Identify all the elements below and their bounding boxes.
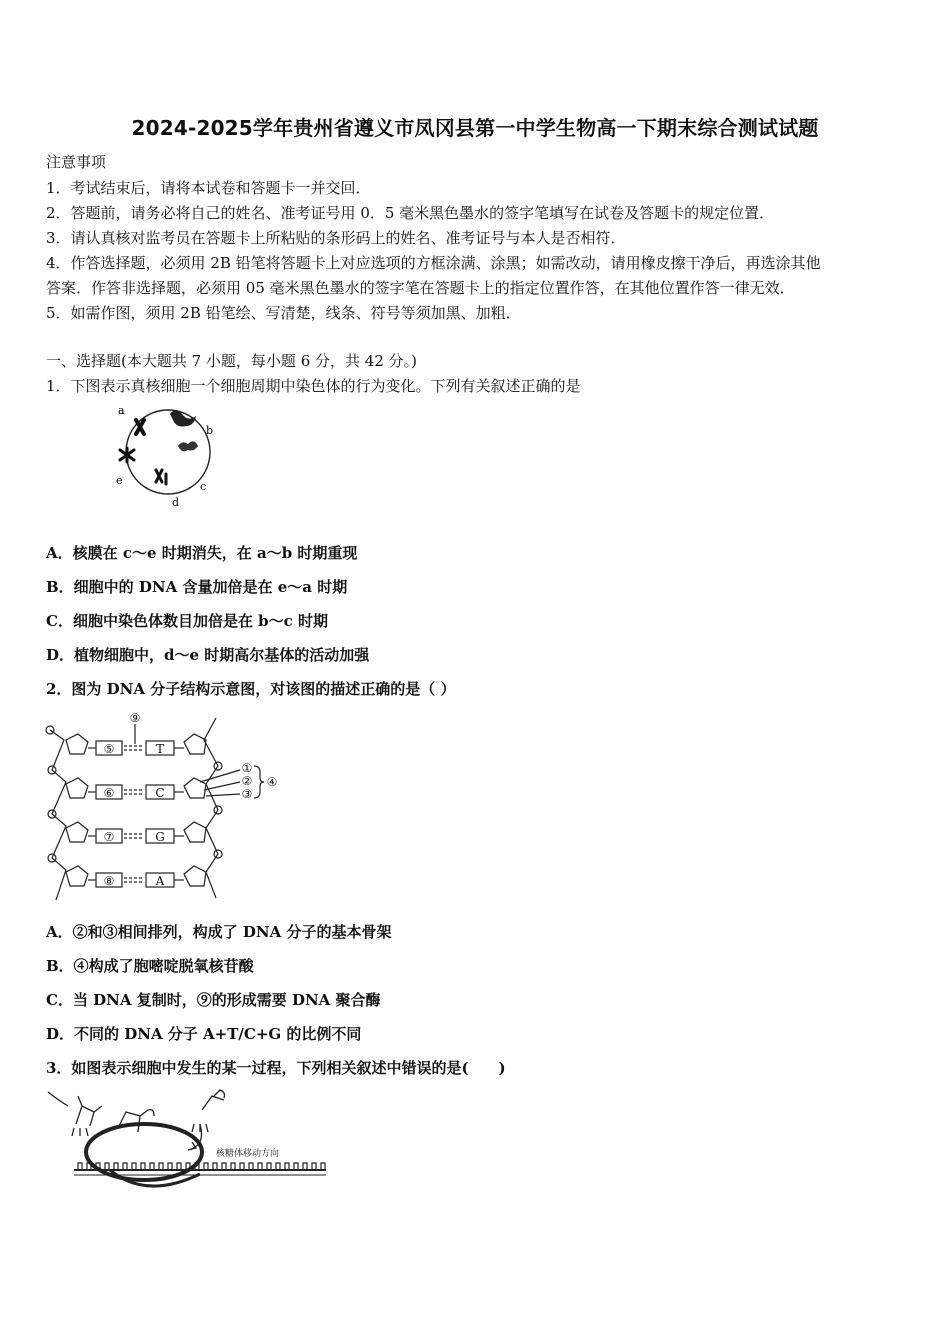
q2-option-b: B．④构成了胞嘧啶脱氧核苷酸: [46, 957, 254, 975]
q1-option-a: A．核膜在 c～e 时期消失，在 a～b 时期重现: [46, 544, 358, 562]
dna-structure-figure: [44, 710, 284, 910]
dna-label-1: ①: [241, 761, 253, 775]
figure-label-c: c: [200, 480, 207, 493]
mrna-codon-mark: [78, 1163, 82, 1170]
dna-left-label-5: ⑤: [103, 742, 115, 756]
q1-option-b: B．细胞中的 DNA 含量加倍是在 e～a 时期: [46, 578, 348, 596]
q1-option-c: C．细胞中染色体数目加倍是在 b～c 时期: [46, 612, 329, 630]
mrna-codon-mark: [285, 1163, 289, 1170]
question-2-stem: 2．图为 DNA 分子结构示意图，对该图的描述正确的是（ ）: [46, 680, 456, 698]
notice-item: 3．请认真核对监考员在答题卡上所粘贴的条形码上的姓名、准考证号与本人是否相符．: [46, 229, 626, 247]
dna-base-a: A: [155, 874, 165, 888]
notice-item: 2．答题前，请务必将自己的姓名、准考证号用 0．5 毫米黑色墨水的签字笔填写在试卷及答题卡的规定位置．: [46, 204, 775, 222]
q1-option-d: D．植物细胞中，d～e 时期高尔基体的活动加强: [46, 646, 370, 664]
figure-label-d: d: [172, 496, 180, 509]
dna-base-g: G: [155, 830, 165, 844]
notice-item: 5．如需作图，须用 2B 铅笔绘、写清楚，线条、符号等须加黑、加粗．: [46, 304, 521, 322]
notice-item: 1．考试结束后，请将本试卷和答题卡一并交回．: [46, 179, 371, 197]
notice-item: 4．作答选择题，必须用 2B 铅笔将答题卡上对应选项的方框涂满、涂黑；如需改动，请用橡皮擦干净后，再选涂其他: [46, 254, 821, 272]
notice-item: 答案．作答非选择题，必须用 05 毫米黑色墨水的签字笔在答题卡上的指定位置作答，在其他位置作答一律无效．: [46, 279, 795, 297]
cell-cycle-figure: [108, 400, 228, 512]
mrna-codon-mark: [222, 1163, 226, 1170]
mrna-codon-mark: [321, 1163, 325, 1170]
page-title: 2024-2025学年贵州省遵义市凤冈县第一中学生物高一下期末综合测试试题: [131, 116, 819, 140]
ribosome-direction-label: 核糖体移动方向: [216, 1149, 280, 1159]
mrna-codon-mark: [159, 1163, 163, 1170]
question-1-stem: 1．下图表示真核细胞一个细胞周期中染色体的行为变化。下列有关叙述正确的是: [46, 377, 581, 395]
mrna-codon-mark: [141, 1163, 145, 1170]
mrna-codon-mark: [168, 1163, 172, 1170]
mrna-codon-mark: [231, 1163, 235, 1170]
dna-left-label-8: ⑧: [103, 874, 115, 888]
mrna-codon-mark: [213, 1163, 217, 1170]
mrna-codon-mark: [294, 1163, 298, 1170]
question-3-stem: 3．如图表示细胞中发生的某一过程，下列相关叙述中错误的是( ): [46, 1059, 506, 1077]
q2-option-c: C．当 DNA 复制时，⑨的形成需要 DNA 聚合酶: [46, 991, 381, 1009]
dna-left-label-7: ⑦: [103, 830, 115, 844]
mrna-codon-mark: [177, 1163, 181, 1170]
figure-label-a: a: [118, 404, 125, 417]
dna-label-3: ③: [241, 787, 253, 801]
section-heading: 一、选择题(本大题共 7 小题，每小题 6 分，共 42 分。): [46, 352, 417, 370]
mrna-codon-mark: [276, 1163, 280, 1170]
figure-label-b: b: [206, 424, 214, 437]
q2-option-a: A．②和③相间排列，构成了 DNA 分子的基本骨架: [46, 923, 392, 941]
dna-base-t: T: [155, 742, 165, 756]
dna-base-c: C: [155, 786, 165, 800]
q2-option-d: D．不同的 DNA 分子 A+T/C+G 的比例不同: [46, 1025, 362, 1043]
translation-figure: [44, 1088, 334, 1194]
notice-heading: 注意事项: [46, 153, 107, 171]
figure-label-e: e: [116, 474, 123, 487]
mrna-codon-mark: [312, 1163, 316, 1170]
mrna-codon-mark: [150, 1163, 154, 1170]
dna-left-label-6: ⑥: [103, 786, 115, 800]
dna-label-9: ⑨: [129, 711, 141, 725]
mrna-codon-mark: [240, 1163, 244, 1170]
dna-label-4: ④: [266, 775, 278, 789]
mrna-codon-mark: [132, 1163, 136, 1170]
mrna-codon-mark: [123, 1163, 127, 1170]
mrna-codon-mark: [114, 1163, 118, 1170]
mrna-codon-mark: [258, 1163, 262, 1170]
mrna-codon-mark: [303, 1163, 307, 1170]
mrna-codon-mark: [105, 1163, 109, 1170]
mrna-codon-mark: [267, 1163, 271, 1170]
dna-label-2: ②: [241, 774, 253, 788]
mrna-codon-mark: [249, 1163, 253, 1170]
mrna-codon-mark: [204, 1163, 208, 1170]
